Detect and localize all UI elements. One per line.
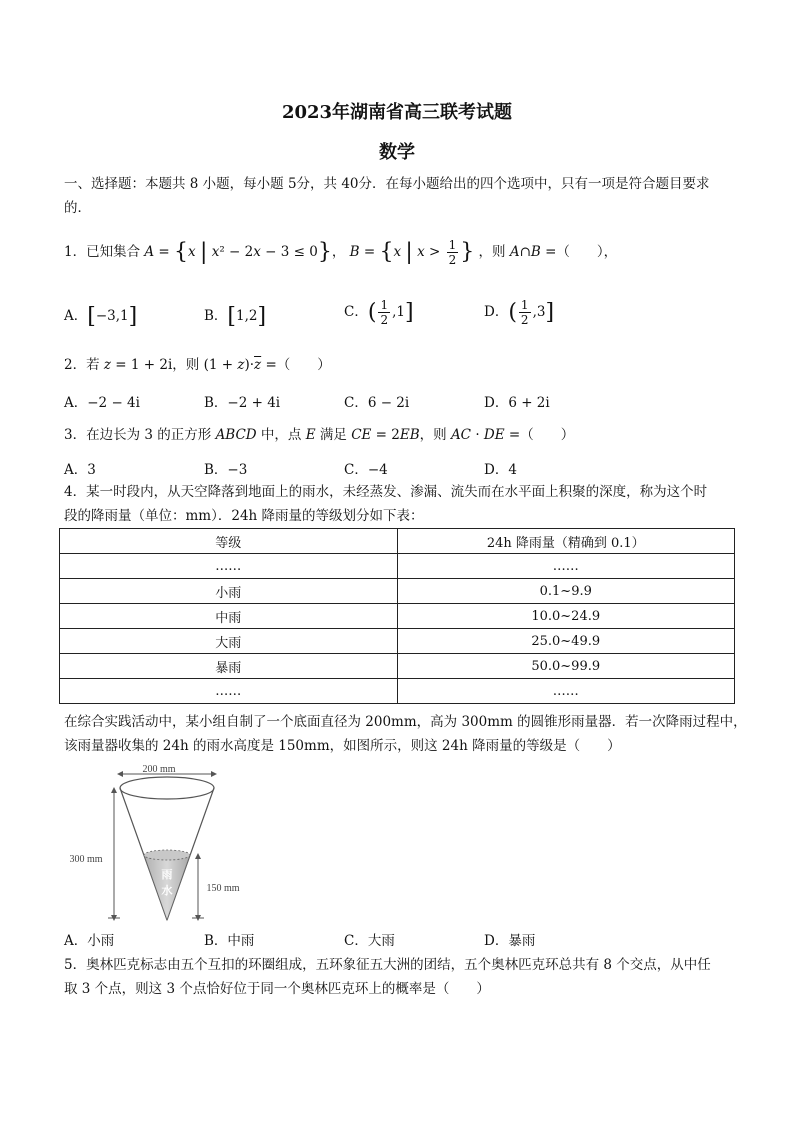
q1-prefix: 1．已知集合 [64,244,141,260]
q3-option-a[interactable]: A．3 [64,462,96,478]
q1-set-b: B = {x | x > $\frac{1}{2}$ } [349,238,475,267]
q1-option-d[interactable]: D．( $\frac{1}{2}$ ,3] [484,298,555,327]
question-5-stem-line-2: 取 3 个点，则这 3 个点恰好位于同一个奥林匹克环上的概率是（ ） [64,981,490,997]
cone-rim [120,777,214,799]
section-intro-line-1: 一、选择题：本题共 8 小题，每小题 5分，共 40分．在每小题给出的四个选项中，只有一项是符合题目要求 [64,176,710,192]
question-4-stem-line-2: 段的降雨量（单位：mm）．24h 降雨量的等级划分如下表： [64,508,424,524]
rainfall-grade-table [59,528,735,704]
question-4-context-line-2: 该雨量器收集的 24h 的雨水高度是 150mm，如图所示，则这 24h 降雨量的等级是（ ） [64,738,621,754]
section-intro-line-2: 的． [64,200,91,216]
q3-option-c[interactable]: C．−4 [344,462,388,478]
water-label-1: 雨 [161,868,173,881]
table-row [60,654,735,679]
q1-set-a: A = {x | x² − 2x − 3 ≤ 0} [144,239,332,265]
table-cell: …… [397,554,735,579]
height-label: 300 mm [69,854,103,865]
q3-option-b[interactable]: B．−3 [204,462,248,478]
table-row [60,554,735,579]
table-cell: …… [60,679,398,704]
table-row [60,629,735,654]
q4-option-b[interactable]: B．中雨 [204,933,255,949]
table-cell: 50.0~99.9 [397,654,735,679]
question-4-context-line-1: 在综合实践活动中，某小组自制了一个底面直径为 200mm，高为 300mm 的圆锥形雨量器．若一次降雨过程中， [64,714,747,730]
table-cell: …… [60,554,398,579]
question-1-stem: 1．已知集合 A = {x | x² − 2x − 3 ≤ 0}， B = {x | x > $\frac{1}{2}$ } ，则 A∩B =（ ）， [64,238,618,267]
exam-title: 2023年湖南省高三联考试题 [281,102,513,123]
q3-option-d[interactable]: D．4 [484,462,517,478]
table-header-grade: 等级 [60,529,398,554]
q1-option-b[interactable]: B．[1,2] [204,304,267,329]
water-label-2: 水 [161,884,173,897]
table-cell: …… [397,679,735,704]
q2-option-d[interactable]: D．6 + 2i [484,395,550,411]
subject-title: 数学 [379,142,415,163]
q2-option-b[interactable]: B．−2 + 4i [204,395,281,411]
table-cell: 25.0~49.9 [397,629,735,654]
question-4-stem-line-1: 4．某一时段内，从天空降落到地面上的雨水，未经蒸发、渗漏、流失而在水平面上积聚的深度，称为这个时 [64,484,708,500]
water-height-label: 150 mm [206,883,240,894]
table-header-rainfall: 24h 降雨量（精确到 0.1） [397,529,735,554]
q2-option-c[interactable]: C．6 − 2i [344,395,410,411]
table-header-row [60,529,735,554]
q1-suffix: ，则 A∩B =（ ）， [478,244,618,260]
cone-rain-gauge-figure [58,760,258,925]
question-2-stem: 2．若 z = 1 + 2i，则 $(1 + z)\cdot\overline{z}$ =（ ） [64,357,331,373]
table-row [60,579,735,604]
q1-option-c[interactable]: C．( $\frac{1}{2}$ ,1] [344,298,414,327]
table-cell: 暴雨 [60,654,398,679]
diameter-label: 200 mm [142,764,176,775]
table-cell: 大雨 [60,629,398,654]
table-row [60,679,735,704]
q4-option-a[interactable]: A．小雨 [64,933,115,949]
q2-option-a[interactable]: A．−2 − 4i [64,395,140,411]
table-cell: 小雨 [60,579,398,604]
table-cell: 10.0~24.9 [397,604,735,629]
question-3-stem: 3．在边长为 3 的正方形 ABCD 中，点 E 满足 CE = 2EB，则 AC · DE =（ ） [64,427,575,443]
q4-option-c[interactable]: C．大雨 [344,933,395,949]
q4-option-d[interactable]: D．暴雨 [484,933,536,949]
q1-option-a[interactable]: A．[−3,1] [64,304,138,329]
table-cell: 0.1~9.9 [397,579,735,604]
table-row [60,604,735,629]
water-surface [144,850,190,860]
table-cell: 中雨 [60,604,398,629]
question-5-stem-line-1: 5．奥林匹克标志由五个互扣的环圈组成，五环象征五大洲的团结，五个奥林匹克环总共有 8 个交点，从中任 [64,957,711,973]
